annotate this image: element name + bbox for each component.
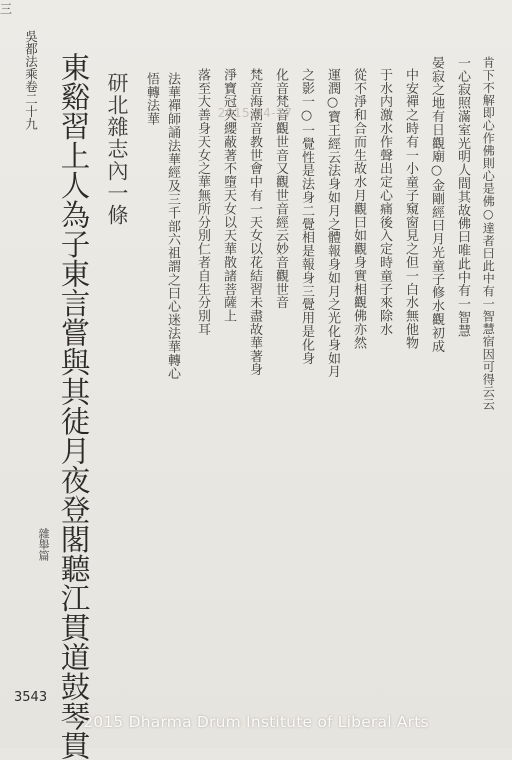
text-column-4: 淨寶冠夾纓蔽著不墮天女以天華散諸菩薩上 <box>221 68 236 323</box>
text-column-9: 從不淨和合而生故水月觀曰如觀身實相觀佛亦然 <box>351 68 366 350</box>
text-column-11: 中安禪之時有一小童子窺窗見之但一白水無他物 <box>403 68 418 350</box>
text-column-12: 晏寂之地有日觀廟○金剛經曰月光童子修水觀初成 <box>429 56 444 353</box>
text-column-8: 運潤○寶王經云法身如月之體報身如月之光化身如月 <box>325 68 340 379</box>
text-column-3: 落至大善身天女之華無所分別仁者自生分別耳 <box>195 68 210 336</box>
text-column-7: 之影一○一覺性是法身二覺相是報身三覺用是化身 <box>299 68 314 365</box>
side-subtitle: 雜舉篇 <box>37 528 50 561</box>
text-column-2: 法華禪師誦法華經及三千部六祖謂之曰心迷法華轉心 <box>165 72 180 381</box>
side-page-number: 三 <box>0 2 13 16</box>
main-column-1: 東谿習上人為子東言嘗與其徒月夜登閣聽江貫道鼓琴貫 <box>56 52 91 760</box>
text-column-1: 悟轉法華 <box>144 72 159 126</box>
side-title: 吳都法乘卷二十九 <box>23 30 39 130</box>
text-column-5: 梵音海潮音教世會中有一天女以花結習未盡故華著身 <box>247 68 262 377</box>
main-column-2: 研北雜志內一條 <box>105 72 129 226</box>
page-number: 3543 <box>14 690 48 705</box>
text-column-14: 肯下不解即心作佛則心是佛○達者曰此中有一智慧宿因可得云云 <box>481 56 496 411</box>
date-watermark: 2015-04-17 <box>217 106 293 120</box>
text-column-13: 一心寂照滿室光明人間其故佛曰唯此中有一智慧 <box>455 56 470 338</box>
text-column-10: 于水内激水作聲出定心痛後入定時童子來除水 <box>377 68 392 336</box>
text-column-6: 化音梵音觀世音又觀世音經云妙音觀世音 <box>273 68 288 310</box>
copyright-watermark: 2015 Dharma Drum Institute of Liberal Arts <box>83 713 429 731</box>
